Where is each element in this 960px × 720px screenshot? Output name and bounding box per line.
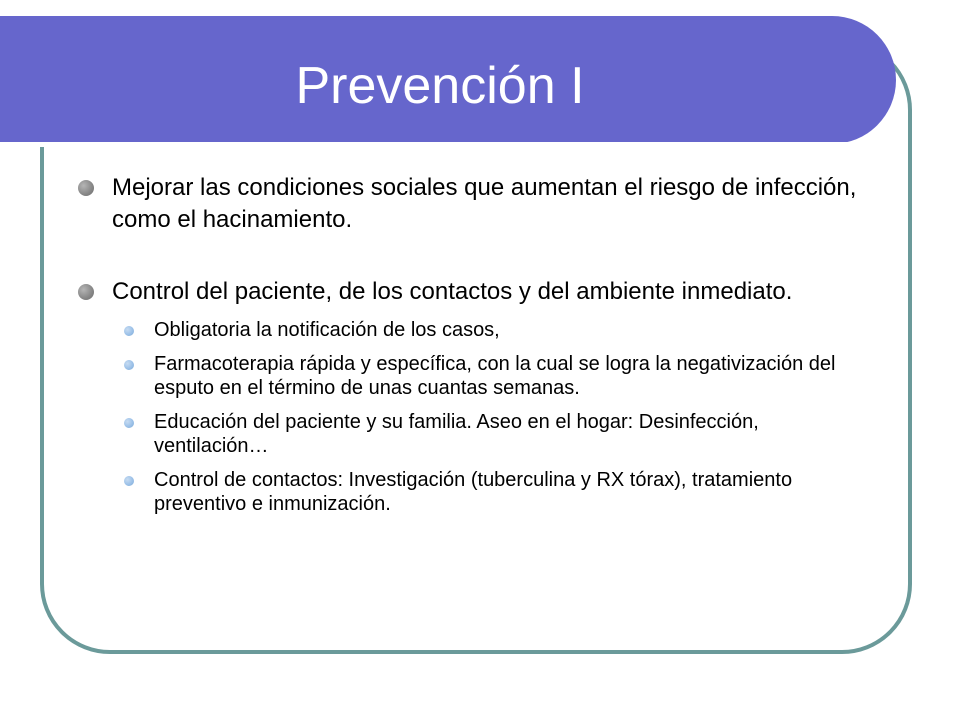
sub-bullet-dot-icon xyxy=(124,418,134,428)
bullet-text: Control del paciente, de los contactos y del ambiente inmediato. xyxy=(112,278,793,305)
sub-bullet-item xyxy=(120,468,878,516)
bullet-item xyxy=(78,276,878,308)
slide-title: Prevención I xyxy=(295,57,585,115)
title-bar xyxy=(0,16,896,144)
bullet-item xyxy=(78,172,878,236)
sub-bullet-dot-icon xyxy=(124,360,134,370)
slide-content xyxy=(78,172,878,526)
sub-bullet-text: Control de contactos: Investigación (tuberculina y RX tórax), tratamiento preventivo e inmunización. xyxy=(154,469,793,515)
sub-bullet-list xyxy=(120,318,878,516)
bullet-dot-icon xyxy=(78,180,94,196)
sub-bullet-text: Obligatoria la notificación de los casos, xyxy=(154,319,500,341)
sub-bullet-text: Educación del paciente y su familia. Aseo en el hogar: Desinfección, ventilación… xyxy=(154,411,759,457)
sub-bullet-item xyxy=(120,352,878,400)
sub-bullet-text: Farmacoterapia rápida y específica, con la cual se logra la negativización del esputo en el término de unas cuantas semanas. xyxy=(154,353,836,399)
sub-bullet-item xyxy=(120,318,878,342)
bullet-text: Mejorar las condiciones sociales que aumentan el riesgo de infección, como el hacinamiento. xyxy=(112,174,857,233)
sub-bullet-dot-icon xyxy=(124,326,134,336)
title-underline xyxy=(0,142,848,147)
sub-bullet-dot-icon xyxy=(124,476,134,486)
bullet-dot-icon xyxy=(78,284,94,300)
sub-bullet-item xyxy=(120,410,878,458)
